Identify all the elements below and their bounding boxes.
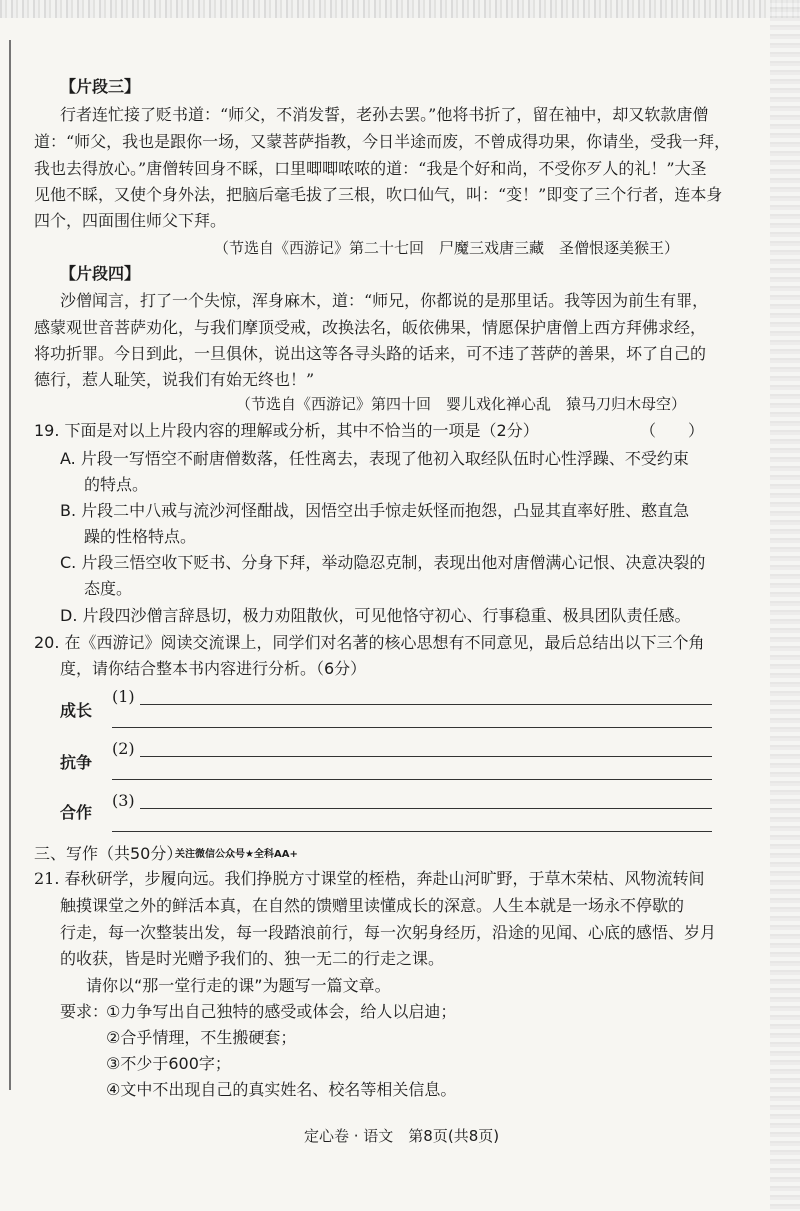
- scan-noise-top: [0, 0, 800, 18]
- q20-answer-line-1b[interactable]: [112, 727, 712, 728]
- segment3-line-2: 道：“师父，我也是跟你一场，又蒙菩萨指教，今日半途而废，不曾成得功果，你请坐，受我一拜，: [34, 132, 731, 151]
- page-footer: 定心卷 · 语文 第8页(共8页): [304, 1127, 500, 1145]
- q20-answer-line-3a[interactable]: [140, 808, 712, 809]
- q20-num-1: (1): [112, 687, 135, 706]
- segment4-source: （节选自《西游记》第四十回 婴儿戏化禅心乱 猿马刀归木母空）: [236, 395, 687, 413]
- segment3-line-5: 四个，四面围住师父下拜。: [34, 211, 227, 230]
- watermark-text: 关注微信公众号★全科AA+: [175, 849, 298, 860]
- q19-option-b-1: B. 片段二中八戒与流沙河怪酣战，因悟空出手惊走妖怪而抱怨，凸显其直率好胜、憨直急: [60, 501, 690, 520]
- q20-answer-line-2a[interactable]: [140, 756, 712, 757]
- q20-stem-2: 度，请你结合整本书内容进行分析。（6分）: [60, 659, 367, 678]
- q20-label-struggle: 抗争: [60, 753, 93, 772]
- q21-req-label: 要求：: [60, 1002, 109, 1021]
- writing-heading: 三、写作（共50分）: [34, 844, 183, 863]
- scan-noise-right: [770, 0, 800, 1211]
- segment3-source: （节选自《西游记》第二十七回 尸魔三戏唐三藏 圣僧恨逐美猴王）: [214, 239, 680, 257]
- q20-num-2: (2): [112, 739, 135, 758]
- q21-req-2: ②合乎情理，不生搬硬套；: [106, 1028, 297, 1047]
- q20-label-growth: 成长: [60, 701, 93, 720]
- q19-option-a-1: A. 片段一写悟空不耐唐僧数落，任性离去，表现了他初入取经队伍时心性浮躁、不受约束: [60, 449, 689, 468]
- q20-label-cooperation: 合作: [60, 803, 93, 822]
- segment4-line-2: 感蒙观世音菩萨劝化，与我们摩顶受戒，改换法名，皈依佛果，情愿保护唐僧上西方拜佛求经，: [34, 318, 707, 337]
- q21-line-4: 的收获，皆是时光赠予我们的、独一无二的行走之课。: [60, 949, 445, 968]
- q20-answer-line-1a[interactable]: [140, 704, 712, 705]
- segment3-line-1: 行者连忙接了贬书道：“师父，不消发誓，老孙去罢。”他将书折了，留在袖中，却又软款唐僧: [60, 105, 709, 124]
- q21-req-1: ①力争写出自己独特的感受或体会，给人以启迪；: [106, 1002, 457, 1021]
- q20-answer-line-3b[interactable]: [112, 831, 712, 832]
- segment3-line-3: 我也去得放心。”唐僧转回身不睬，口里唧唧哝哝的道：“我是个好和尚，不受你歹人的礼！”大圣: [34, 159, 707, 178]
- q19-option-c-1: C. 片段三悟空收下贬书、分身下拜，举动隐忍克制，表现出他对唐僧满心记恨、决意决裂的: [60, 553, 706, 572]
- q19-option-d: D. 片段四沙僧言辞恳切，极力劝阻散伙，可见他恪守初心、行事稳重、极具团队责任感。: [60, 606, 691, 625]
- segment4-line-3: 将功折罪。今日到此，一旦俱休，说出这等各寻头路的话来，可不违了菩萨的善果，坏了自己的: [34, 344, 707, 363]
- q21-req-4: ④文中不出现自己的真实姓名、校名等相关信息。: [106, 1080, 457, 1099]
- q21-line-1: 21. 春秋研学，步履向远。我们挣脱方寸课堂的桎梏，奔赴山河旷野，于草木荣枯、风物流转间: [34, 869, 705, 888]
- q19-answer-paren: （ ）: [640, 421, 705, 440]
- margin-rule: [9, 40, 11, 1090]
- q19-stem: 19. 下面是对以上片段内容的理解或分析，其中不恰当的一项是（2分）: [34, 421, 539, 440]
- segment4-heading: 【片段四】: [60, 264, 141, 283]
- q20-num-3: (3): [112, 791, 135, 810]
- q20-stem-1: 20. 在《西游记》阅读交流课上，同学们对名著的核心思想有不同意见，最后总结出以下三个角: [34, 633, 705, 652]
- q21-prompt: 请你以“那一堂行走的课”为题写一篇文章。: [86, 976, 391, 995]
- q19-option-a-2: 的特点。: [84, 475, 149, 494]
- segment4-line-1: 沙僧闻言，打了一个失惊，浑身麻木，道：“师兄，你都说的是那里话。我等因为前生有罪，: [60, 291, 709, 310]
- q19-option-b-2: 躁的性格特点。: [84, 527, 197, 546]
- segment3-line-4: 见他不睬，又使个身外法，把脑后毫毛拔了三根，吹口仙气，叫：“变！”即变了三个行者，连本身: [34, 185, 723, 204]
- q19-option-c-2: 态度。: [84, 579, 133, 598]
- segment3-heading: 【片段三】: [60, 77, 141, 96]
- segment4-line-4: 德行，惹人耻笑，说我们有始无终也！”: [34, 370, 315, 389]
- q21-line-2: 触摸课堂之外的鲜活本真，在自然的馈赠里读懂成长的深意。人生本就是一场永不停歇的: [60, 896, 685, 915]
- q21-line-3: 行走，每一次整装出发，每一段踏浪前行，每一次躬身经历，沿途的见闻、心底的感悟、岁月: [60, 923, 717, 942]
- q21-req-3: ③不少于600字；: [106, 1054, 231, 1073]
- q20-answer-line-2b[interactable]: [112, 779, 712, 780]
